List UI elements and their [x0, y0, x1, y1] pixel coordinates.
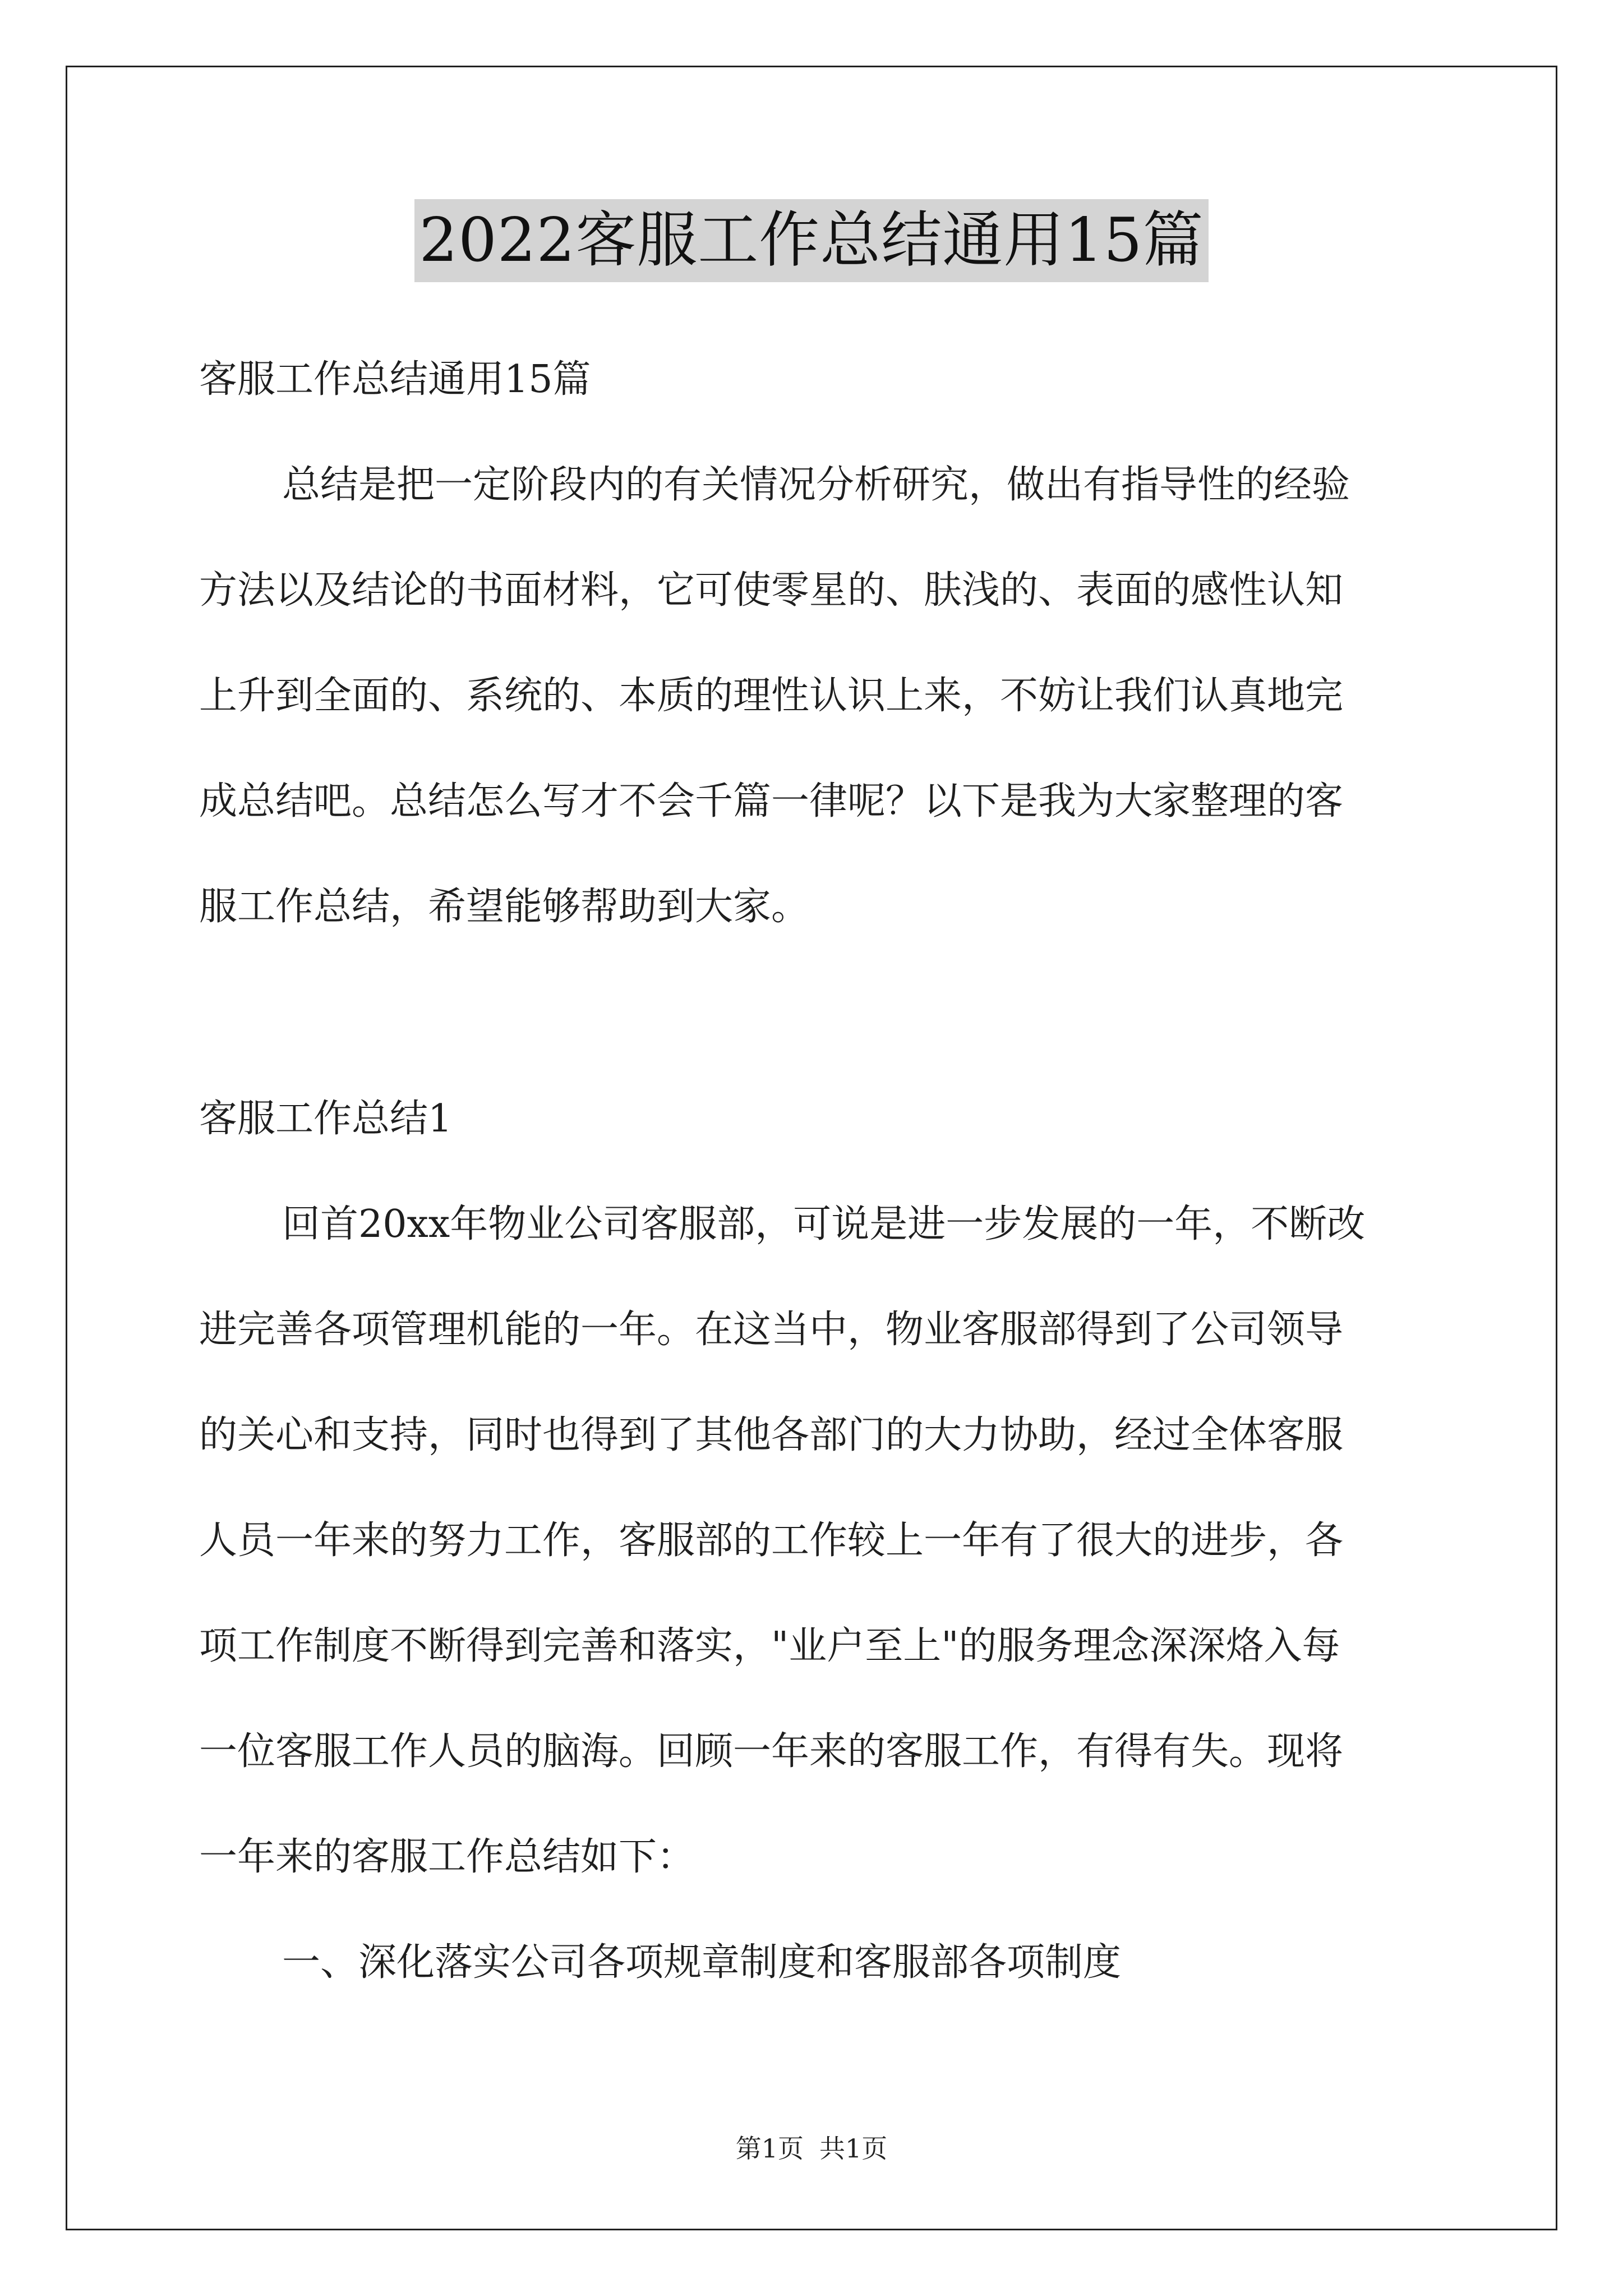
document-title: 2022客服工作总结通用15篇 [414, 199, 1208, 282]
body-paragraph-line: 的关心和支持，同时也得到了其他各部门的大力协助，经过全体客服 [199, 1413, 1344, 1457]
body-paragraph-line: 进完善各项管理机能的一年。在这当中，物业客服部得到了公司领导 [199, 1308, 1344, 1352]
body-paragraph-line: 人员一年来的努力工作，客服部的工作较上一年有了很大的进步，各 [199, 1519, 1344, 1563]
intro-paragraph-line: 成总结吧。总结怎么写才不会千篇一律呢？以下是我为大家整理的客 [199, 779, 1344, 823]
intro-paragraph-line: 上升到全面的、系统的、本质的理性认识上来，不妨让我们认真地完 [199, 674, 1344, 718]
title-wrapper [0, 199, 1623, 282]
body-paragraph-line: 回首20xx年物业公司客服部，可说是进一步发展的一年，不断改 [282, 1202, 1366, 1246]
intro-paragraph-line: 总结是把一定阶段内的有关情况分析研究，做出有指导性的经验 [282, 463, 1350, 507]
body-paragraph-line: 一位客服工作人员的脑海。回顾一年来的客服工作，有得有失。现将 [199, 1729, 1344, 1774]
body-paragraph-line: 项工作制度不断得到完善和落实，"业户至上"的服务理念深深烙入每 [199, 1624, 1340, 1668]
section-heading: 客服工作总结1 [199, 1097, 453, 1141]
body-paragraph-line: 一年来的客服工作总结如下： [199, 1835, 695, 1879]
page-footer [0, 2132, 1623, 2165]
intro-paragraph-line: 方法以及结论的书面材料，它可使零星的、肤浅的、表面的感性认知 [199, 568, 1344, 613]
numbered-heading: 一、深化落实公司各项规章制度和客服部各项制度 [282, 1940, 1122, 1985]
page-total: 共1页 [819, 2133, 888, 2164]
page-number: 第1页 [735, 2133, 804, 2164]
intro-paragraph-line: 服工作总结，希望能够帮助到大家。 [199, 885, 810, 929]
subtitle-line: 客服工作总结通用15篇 [199, 357, 591, 402]
